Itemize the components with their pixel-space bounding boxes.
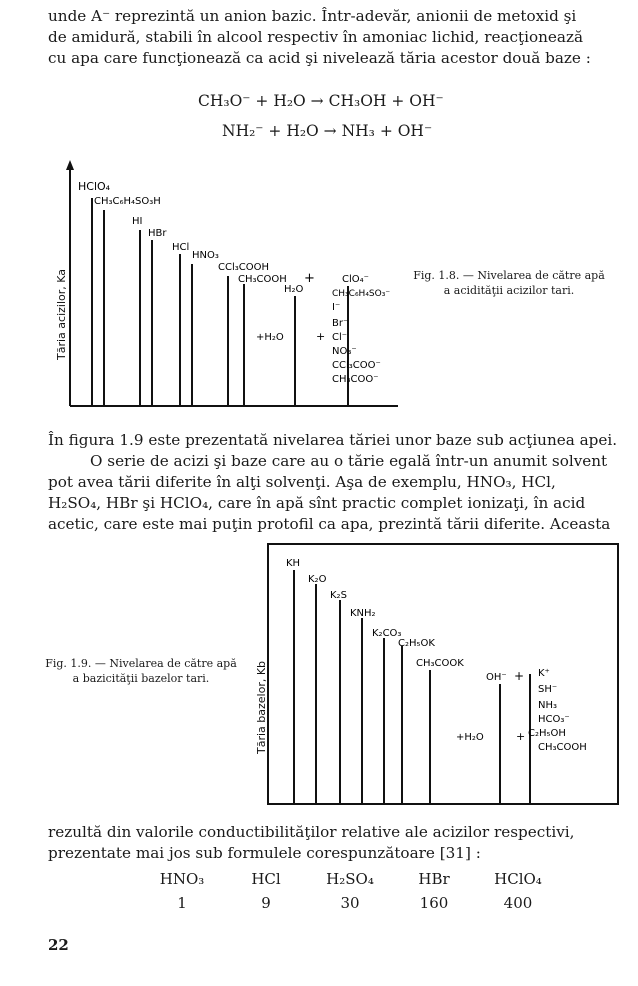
table-header: HNO₃ <box>159 870 205 888</box>
equation-amide: NH₂⁻ + H₂O → NH₃ + OH⁻ <box>222 122 433 140</box>
paragraph-conclusion <box>48 822 614 864</box>
paragraph-body <box>48 430 618 535</box>
caption-line: a acidităţii acizilor tari. <box>443 284 575 297</box>
text-line: O serie de acizi şi baze care au o tărie egală într-un anumit solvent <box>90 452 608 470</box>
paragraph-intro <box>48 6 614 69</box>
table-header: HBr <box>418 870 450 888</box>
anion-ch3coo: CH₃COO⁻ <box>332 374 379 385</box>
table-cell: 160 <box>419 894 449 912</box>
table-header: HClO₄ <box>494 870 542 888</box>
label-plus-top: + <box>304 271 315 286</box>
table-cell: 400 <box>503 894 533 912</box>
conj-k: K⁺ <box>538 668 550 679</box>
caption-line: Fig. 1.8. — Nivelarea de către apă <box>413 269 605 282</box>
text-line: H₂SO₄, HBr şi HClO₄, care în apă sînt practic complet ionizaţi, în acid <box>48 494 586 512</box>
conj-hco3: HCO₃⁻ <box>538 714 570 725</box>
y-axis-arrow <box>66 160 74 170</box>
conj-nh3: NH₃ <box>538 700 558 711</box>
anion-i: I⁻ <box>332 302 341 313</box>
label-k2o: K₂O <box>308 574 327 585</box>
table-cell: 9 <box>261 894 271 912</box>
label-plus-h2o: +H₂O <box>256 332 284 343</box>
text-line: prezentate mai jos sub formulele corespunzătoare [31] : <box>48 844 481 862</box>
text-line: unde A⁻ reprezintă un anion bazic. Într-adevăr, anionii de metoxid şi <box>48 7 577 25</box>
label-ch3cook: CH₃COOK <box>416 658 464 669</box>
label-hno3: HNO₃ <box>192 250 219 261</box>
text-line: de amidură, stabili în alcool respectiv în amoniac lichid, reacţionează <box>48 28 584 46</box>
label-c2h5ok: C₂H₅OK <box>398 638 435 649</box>
text-line: rezultă din valorile conductibilităţilor relative ale acizilor respectivi, <box>48 823 575 841</box>
anion-clo4: ClO₄⁻ <box>342 274 369 285</box>
label-plus: + <box>316 330 326 343</box>
label-ptsa: CH₃C₆H₄SO₃H <box>94 196 161 207</box>
caption-fig-1-9 <box>30 656 252 686</box>
label-k2co3: K₂CO₃ <box>372 628 402 639</box>
anion-ccl3coo: CCl₃COO⁻ <box>332 360 381 371</box>
table-header: HCl <box>251 870 281 888</box>
caption-line: a bazicităţii bazelor tari. <box>72 672 210 685</box>
label-hi: HI <box>132 216 143 227</box>
equation-methoxide: CH₃O⁻ + H₂O → CH₃OH + OH⁻ <box>198 92 444 110</box>
label-hbr: HBr <box>148 228 167 239</box>
caption-fig-1-8 <box>404 268 614 298</box>
y-axis-label: Tăria acizilor, Ka <box>55 268 68 360</box>
anion-cl: Cl⁻ <box>332 332 348 343</box>
page-number: 22 <box>48 936 69 954</box>
table-cell: 1 <box>177 894 187 912</box>
label-hcl: HCl <box>172 242 190 253</box>
label-k2s: K₂S <box>330 590 347 601</box>
label-ccl3cooh: CCl₃COOH <box>218 262 269 273</box>
label-hclo4: HClO₄ <box>78 180 111 193</box>
figure-1-8-diagram <box>52 160 402 410</box>
text-line: acetic, care este mai puţin protofil ca apa, prezintă tării diferite. Aceasta <box>48 515 611 533</box>
y-axis-label: Tăria bazelor, Kb <box>255 660 268 754</box>
label-h2o: H₂O <box>284 284 304 295</box>
label-knh2: KNH₂ <box>350 608 376 619</box>
anion-no3: NO₃⁻ <box>332 346 357 357</box>
label-oh: OH⁻ <box>486 672 507 683</box>
caption-line: Fig. 1.9. — Nivelarea de către apă <box>45 657 237 670</box>
label-ch3cooh: CH₃COOH <box>238 274 287 285</box>
anion-ptsa: CH₃C₆H₄SO₃⁻ <box>332 289 391 299</box>
label-plus-h2o: +H₂O <box>456 732 484 743</box>
figure-1-8 <box>52 160 402 414</box>
table-header-row <box>140 870 560 888</box>
text-line: cu apa care funcţionează ca acid şi nivelează tăria acestor două baze : <box>48 49 591 67</box>
label-plus-top: + <box>514 669 525 683</box>
label-plus: + <box>516 730 526 743</box>
table-value-row <box>140 894 560 912</box>
text-line: În figura 1.9 este prezentată nivelarea tăriei unor baze sub acţiunea apei. <box>48 431 618 449</box>
conj-ch3cooh: CH₃COOH <box>538 742 587 753</box>
table-header: H₂SO₄ <box>326 870 374 888</box>
table-cell: 30 <box>340 894 360 912</box>
conj-c2h5oh: C₂H₅OH <box>528 728 566 739</box>
label-kh: KH <box>286 558 301 569</box>
anion-br: Br⁻ <box>332 318 349 329</box>
figure-1-9-diagram <box>252 540 622 808</box>
conductivity-table <box>140 870 560 912</box>
figure-1-9 <box>252 540 622 812</box>
conj-sh: SH⁻ <box>538 684 558 695</box>
text-line: pot avea tării diferite în alţi solvenţi. Aşa de exemplu, HNO₃, HCl, <box>48 473 556 491</box>
